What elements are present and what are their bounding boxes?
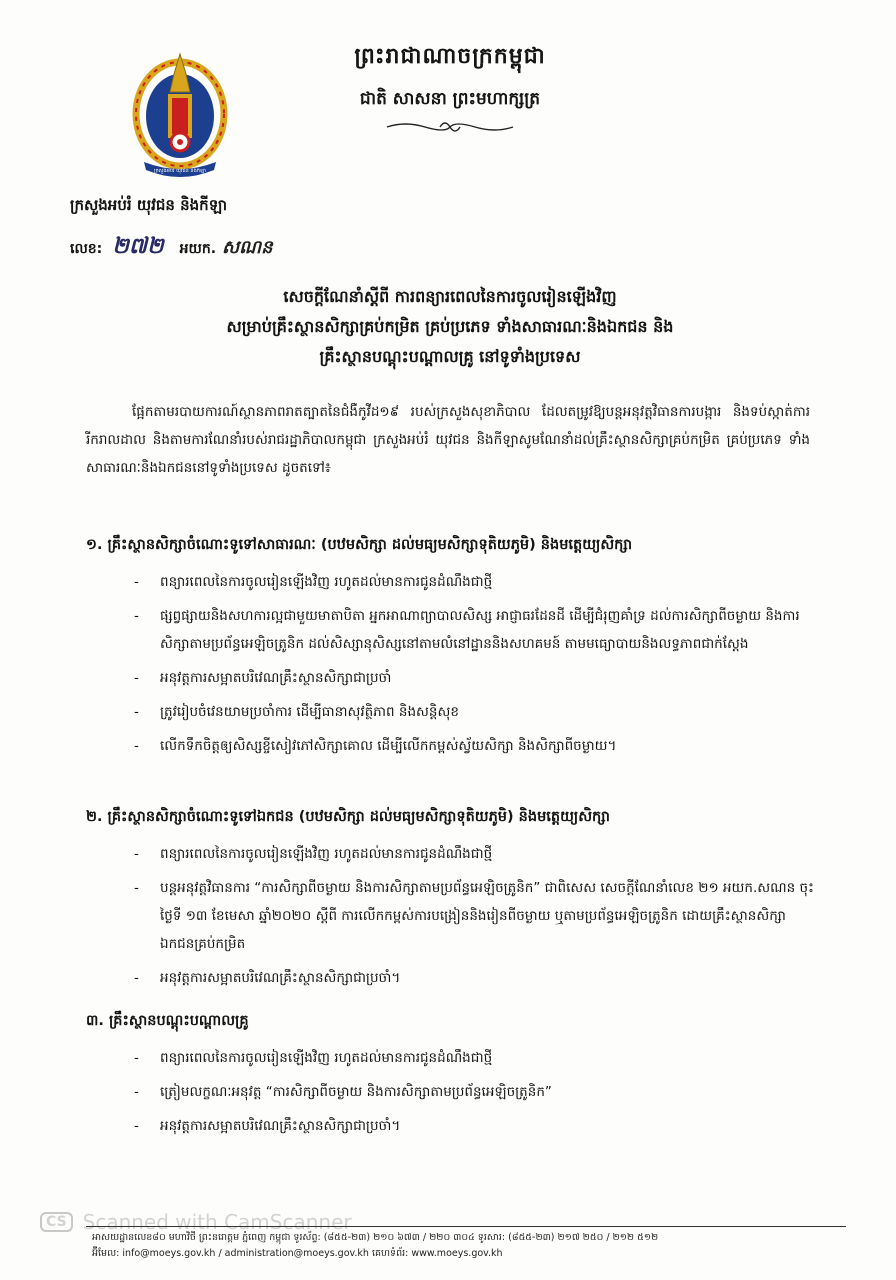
footer-address: អាសយដ្ឋានលេខ៨០ មហាវិថី ព្រះនរោត្តម ភ្នំពេញ កម្ពុជា ទូរស័ព្ទ: (៨៥៥-២៣) ២១០ ៦៧៣ / ២២០ ៣០៤ ទូរសារ: (៨៥៥-២៣) ២១៧ ២៥០ / ២១២ ៥១២ — [92, 1232, 659, 1243]
section-2-list — [130, 840, 820, 998]
section-heading: ៣. គ្រឹះស្ថានបណ្តុះបណ្តាលគ្រូ — [86, 1013, 249, 1029]
footer-email-web: អ៊ីមែល: info@moeys.gov.kh / administration@moeys.gov.kh គេហទំព័រ: www.moeys.gov.kh — [92, 1248, 503, 1259]
title-line-1: សេចក្តីណែនាំស្តីពី ការពន្យារពេលនៃការចូលរៀនឡើងវិញ — [283, 287, 617, 306]
emblem-caption: ក្រសួងអប់រំ យុវជន និងកីឡា — [153, 168, 207, 174]
flourish-ornament-icon — [385, 119, 515, 135]
list-item: - លើកទឹកចិត្តឲ្យសិស្សខ្ចីសៀវភៅសិក្សាគោល ដើម្បីលើកកម្ពស់ស្វ័យសិក្សា និងសិក្សាពីចម្ងាយ។ — [130, 732, 820, 760]
list-item: - ពន្យារពេលនៃការចូលរៀនឡើងវិញ រហូតដល់មានការជូនដំណឹងជាថ្មី — [130, 568, 820, 596]
camscanner-icon: CS — [40, 1212, 73, 1232]
title-line-2: សម្រាប់គ្រឹះស្ថានសិក្សាគ្រប់កម្រិត គ្រប់ប្រភេទ ទាំងសាធារណៈនិងឯកជន និង — [226, 317, 674, 336]
kingdom-header — [300, 42, 600, 135]
list-item: - ត្រូវរៀបចំវេនយាមប្រចាំការ ដើម្បីធានាសុវត្ថិភាព និងសន្តិសុខ — [130, 698, 820, 726]
intro-text: ផ្អែកតាមរបាយការណ៍ស្ថានភាពរាតត្បាតនៃជំងឺកូវីដ១៩ របស់ក្រសួងសុខាភិបាល ដែលតម្រូវឱ្យបន្តអនុវត្តវិធានការបង្ការ និងទប់ស្កាត់ការរីករាលដាល និងតាមការណែនាំរបស់រាជរដ្ឋាភិបាលកម្ពុជា ក្រសួងអប់រំ យុវជន និងកីឡាសូមណែនាំដល់គ្រឹះស្ថានសិក្សាគ្រប់កម្រិត គ្រប់ប្រភេទ ទាំងសាធារណៈនិងឯកជននៅទូទាំងប្រទេស ដូចតទៅ៖ — [86, 404, 810, 476]
ref-label: លេខ: — [70, 241, 103, 257]
list-item: - អនុវត្តការសម្អាតបរិវេណគ្រឹះស្ថានសិក្សាជាប្រចាំ — [130, 664, 820, 692]
section-heading: ២. គ្រឹះស្ថានសិក្សាចំណោះទូទៅឯកជន (បឋមសិក្សា ដល់មធ្យមសិក្សាទុតិយភូមិ) និងមត្តេយ្យសិក្សា — [86, 809, 610, 825]
reference-number — [70, 232, 273, 264]
ministry-emblem — [130, 44, 230, 184]
ref-suffix: អយក. — [179, 241, 217, 257]
intro-paragraph — [86, 398, 810, 482]
section-1-list — [130, 568, 820, 766]
national-motto: ជាតិ សាសនា ព្រះមហាក្សត្រ — [359, 89, 541, 109]
kingdom-title: ព្រះរាជាណាចក្រកម្ពុជា — [354, 44, 546, 69]
ref-number: ២៧២ — [112, 233, 164, 259]
list-item: - អនុវត្តការសម្អាតបរិវេណគ្រឹះស្ថានសិក្សាជាប្រចាំ។ — [130, 964, 820, 992]
list-item: - ពន្យារពេលនៃការចូលរៀនឡើងវិញ រហូតដល់មានការជូនដំណឹងជាថ្មី — [130, 1044, 820, 1072]
list-item: - ត្រៀមលក្ខណៈអនុវត្ត “ការសិក្សាពីចម្ងាយ និងការសិក្សាតាមប្រព័ន្ធអេឡិចត្រូនិក” — [130, 1078, 820, 1106]
section-heading: ១. គ្រឹះស្ថានសិក្សាចំណោះទូទៅសាធារណៈ (បឋមសិក្សា ដល់មធ្យមសិក្សាទុតិយភូមិ) និងមត្តេយ្យសិក្សា — [86, 537, 633, 553]
section-3-list — [130, 1044, 820, 1146]
document-title — [80, 282, 820, 372]
watermark-text: Scanned with CamScanner — [82, 1210, 352, 1234]
ministry-name: ក្រសួងអប់រំ យុវជន និងកីឡា — [70, 196, 228, 214]
list-item: - បន្តអនុវត្តវិធានការ “ការសិក្សាពីចម្ងាយ និងការសិក្សាតាមប្រព័ន្ធអេឡិចត្រូនិក” ជាពិសេស សេចក្តីណែនាំលេខ ២១ អយក.សណន ចុះថ្ងៃទី ១៣ ខែមេសា ឆ្នាំ២០២០ ស្តីពី ការលើកកម្ពស់ការបង្រៀននិងរៀនពីចម្ងាយ ឬតាមប្រព័ន្ធអេឡិចត្រូនិក ដោយគ្រឹះស្ថានសិក្សាឯកជនគ្រប់កម្រិត — [130, 874, 820, 958]
list-item: - ផ្សព្វផ្សាយនិងសហការល្អជាមួយមាតាបិតា អ្នកអាណាព្យាបាលសិស្ស អាជ្ញាធរដែនដី ដើម្បីជំរុញគាំទ្រ ដល់ការសិក្សាពីចម្ងាយ និងការសិក្សាតាមប្រព័ន្ធអេឡិចត្រូនិក ដល់សិស្សានុសិស្សនៅតាមលំនៅដ្ឋាននិងសហគមន៍ តាមមធ្យោបាយនិងលទ្ធភាពជាក់ស្តែង — [130, 602, 820, 658]
emblem-icon — [130, 44, 230, 184]
footer-divider — [86, 1226, 846, 1227]
list-item: - ពន្យារពេលនៃការចូលរៀនឡើងវិញ រហូតដល់មានការជូនដំណឹងជាថ្មី — [130, 840, 820, 868]
footer-contact — [92, 1230, 852, 1262]
title-line-3: គ្រឹះស្ថានបណ្តុះបណ្តាលគ្រូ នៅទូទាំងប្រទេស — [319, 347, 581, 366]
list-item: - អនុវត្តការសម្អាតបរិវេណគ្រឹះស្ថានសិក្សាជាប្រចាំ។ — [130, 1112, 820, 1140]
ref-code: សណន — [222, 237, 273, 258]
